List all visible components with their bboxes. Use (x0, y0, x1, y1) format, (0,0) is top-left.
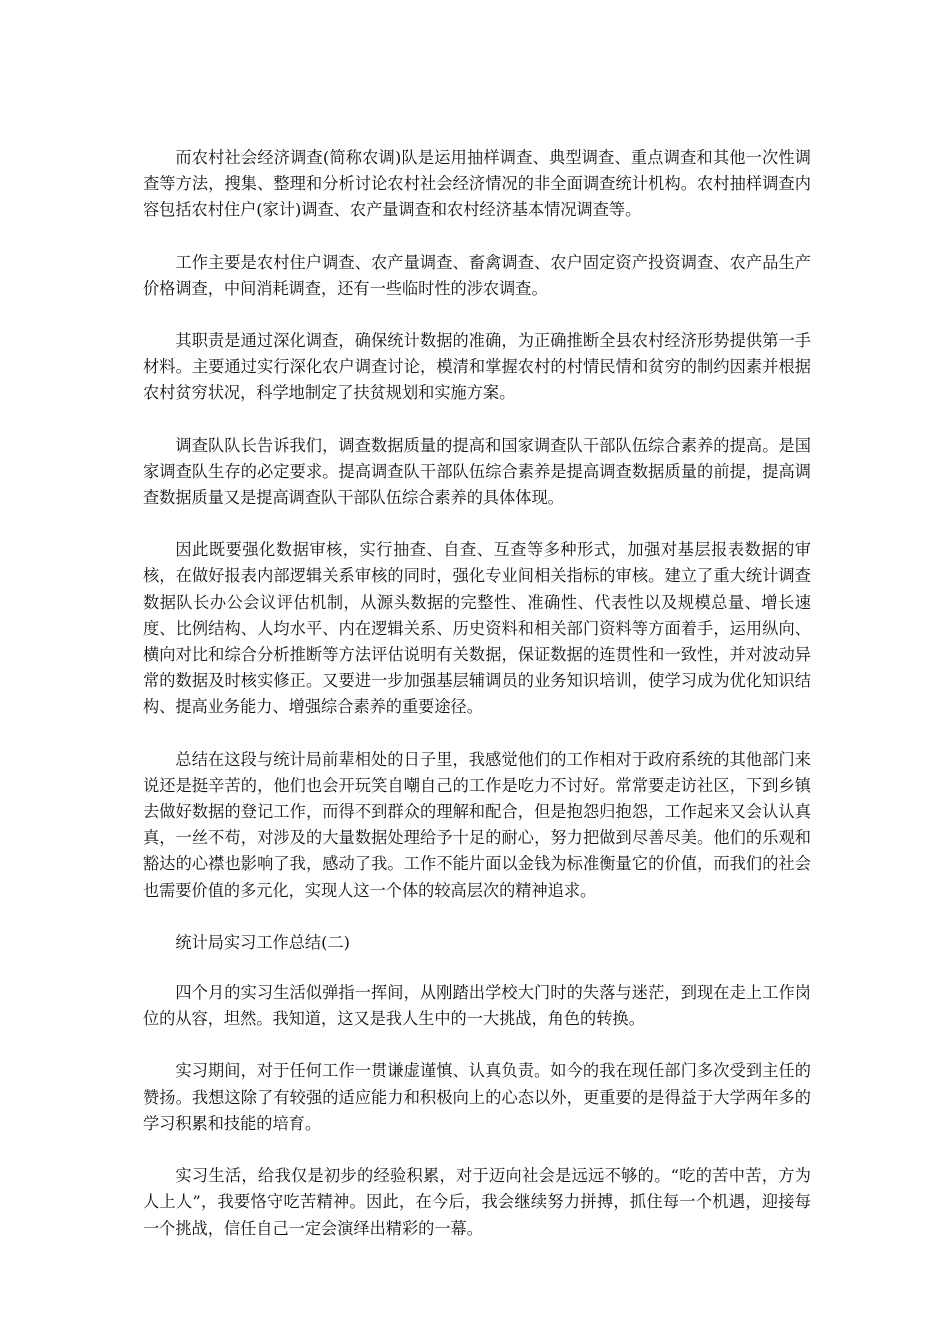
paragraph-team-leader: 调查队队长告诉我们，调查数据质量的提高和国家调查队干部队伍综合素养的提高。是国家调查队生存的必定要求。提高调查队干部队伍综合素养是提高调查数据质量的前提，提高调查数据质量又是提高调查队干部队伍综合素养的具体体现。 (143, 435, 811, 508)
paragraph-responsibilities: 其职责是通过深化调查，确保统计数据的准确，为正确推断全县农村经济形势提供第一手材料。主要通过实行深化农户调查讨论，模清和掌握农村的村情民情和贫穷的制约因素并根据农村贫穷状况，科学地制定了扶贫规划和实施方案。 (143, 331, 811, 403)
paragraph-internship-period: 实习期间，对于任何工作一贯谦虚谨慎、认真负责。如今的我在现任部门多次受到主任的赞扬。我想这除了有较强的适应能力和积极向上的心态以外，更重要的是得益于大学两年多的学习积累和技能的培育。 (143, 1061, 811, 1133)
document-page (143, 145, 811, 1268)
paragraph-internship-life: 实习生活，给我仅是初步的经验积累，对于迈向社会是远远不够的。“吃的苦中苦，方为人上人”，我要恪守吃苦精神。因此，在今后，我会继续努力拼搏，抓住每一个机遇，迎接每一个挑战，信任自己一定会演绎出精彩的一幕。 (143, 1166, 811, 1238)
paragraph-rural-survey-team: 而农村社会经济调查(简称农调)队是运用抽样调查、典型调查、重点调查和其他一次性调查等方法，搜集、整理和分析讨论农村社会经济情况的非全面调查统计机构。农村抽样调查内容包括农村住户(家计)调查、农产量调查和农村经济基本情况调查等。 (143, 148, 811, 220)
paragraph-data-review: 因此既要强化数据审核，实行抽查、自查、互查等多种形式，加强对基层报表数据的审核，在做好报表内部逻辑关系审核的同时，强化专业间相关指标的审核。建立了重大统计调查数据队长办公会议评估机制，从源头数据的完整性、准确性、代表性以及规模总量、增长速度、比例结构、人均水平、内在逻辑关系、历史资料和相关部门资料等方面着手，运用纵向、横向对比和综合分析推断等方法评估说明有关数据，保证数据的连贯性和一致性，并对波动异常的数据及时核实修正。又要进一步加强基层辅调员的业务知识培训，使学习成为优化知识结构、提高业务能力、增强综合素养的重要途径。 (143, 540, 811, 717)
section-heading: 统计局实习工作总结(二) (175, 932, 350, 952)
paragraph-summary: 总结在这段与统计局前辈相处的日子里，我感觉他们的工作相对于政府系统的其他部门来说还是挺辛苦的，他们也会开玩笑自嘲自己的工作是吃力不讨好。常常要走访社区，下到乡镇去做好数据的登记工作，而得不到群众的理解和配合，但是抱怨归抱怨，工作起来又会认认真真，一丝不苟，对涉及的大量数据处理给予十足的耐心，努力把做到尽善尽美。他们的乐观和豁达的心襟也影响了我，感动了我。工作不能片面以金钱为标准衡量它的价值，而我们的社会也需要价值的多元化，实现人这一个体的较高层次的精神追求。 (143, 749, 811, 900)
paragraph-main-work: 工作主要是农村住户调查、农产量调查、畜禽调查、农户固定资产投资调查、农产品生产价格调查，中间消耗调查，还有一些临时性的涉农调查。 (143, 252, 811, 298)
paragraph-four-months: 四个月的实习生活似弹指一挥间，从刚踏出学校大门时的失落与迷茫，到现在走上工作岗位的从容，坦然。我知道，这又是我人生中的一大挑战，角色的转换。 (143, 983, 811, 1029)
